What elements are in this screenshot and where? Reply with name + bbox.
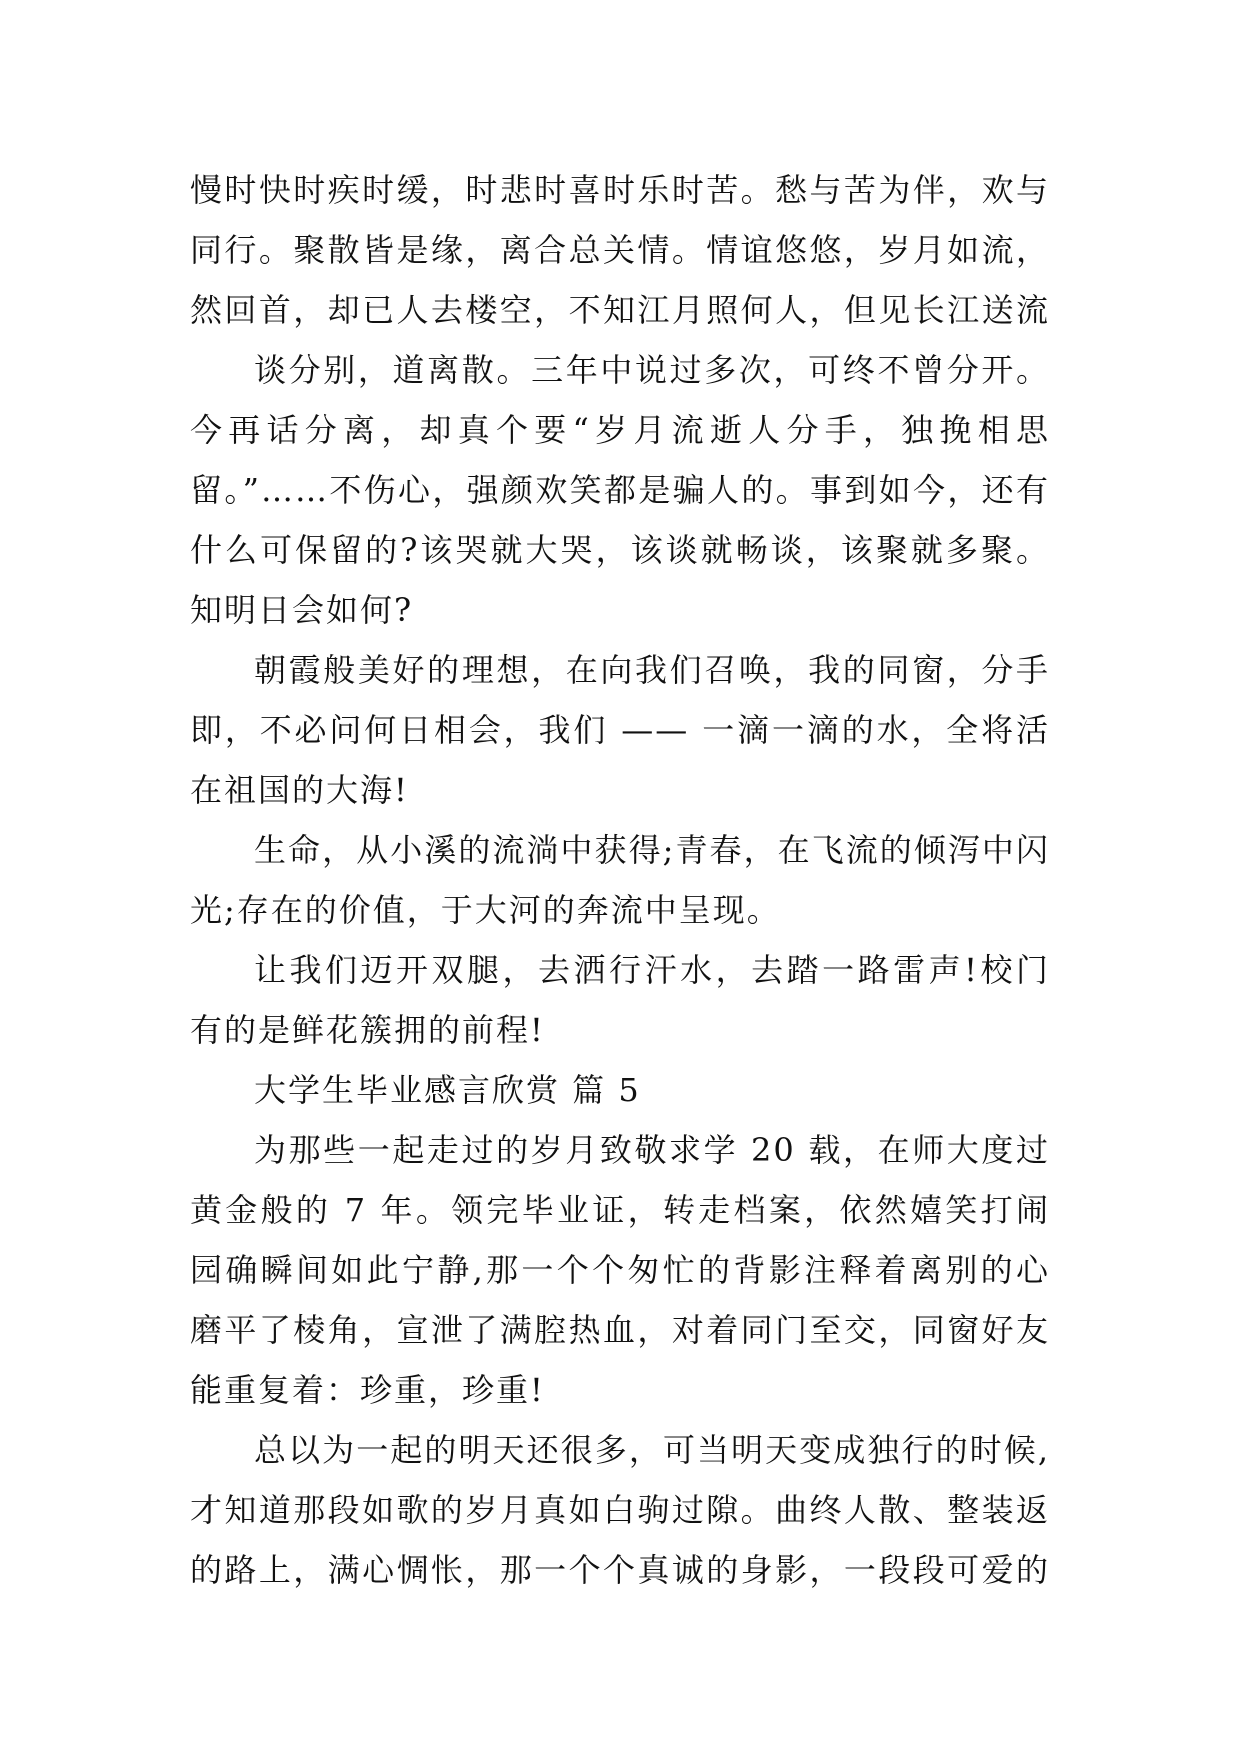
- text-line: 留。”……不伤心，强颜欢笑都是骗人的。事到如今，还有: [190, 471, 1050, 509]
- text-line: 光;存在的价值，于大河的奔流中呈现。: [190, 891, 781, 929]
- text-line: 即，不必问何日相会，我们 —— 一滴一滴的水，全将活: [190, 711, 1050, 749]
- text-line: 同行。聚散皆是缘，离合总关情。情谊悠悠，岁月如流，: [190, 231, 1050, 269]
- text-line: 黄金般的 7 年。领完毕业证，转走档案，依然嬉笑打闹: [190, 1191, 1050, 1229]
- text-line: 朝霞般美好的理想，在向我们召唤，我的同窗，分手: [254, 651, 1050, 689]
- text-line: 的路上，满心惆怅，那一个个真诚的身影，一段段可爱的: [190, 1551, 1050, 1589]
- section-heading: 大学生毕业感言欣赏 篇 5: [254, 1071, 641, 1109]
- text-line: 在祖国的大海!: [190, 771, 409, 809]
- text-line: 园确瞬间如此宁静,那一个个匆忙的背影注释着离别的心: [190, 1251, 1050, 1289]
- text-line: 生命，从小溪的流淌中获得;青春，在飞流的倾泻中闪: [254, 831, 1050, 869]
- text-line: 有的是鲜花簇拥的前程!: [190, 1011, 545, 1049]
- text-line: 谈分别，道离散。三年中说过多次，可终不曾分开。: [254, 351, 1050, 389]
- text-line: 能重复着：珍重，珍重!: [190, 1371, 545, 1409]
- text-line: 什么可保留的?该哭就大哭，该谈就畅谈，该聚就多聚。: [190, 531, 1050, 569]
- text-line: 为那些一起走过的岁月致敬求学 20 载，在师大度过: [254, 1131, 1050, 1169]
- text-line: 知明日会如何?: [190, 591, 414, 629]
- text-line: 然回首，却已人去楼空，不知江月照何人，但见长江送流: [190, 291, 1050, 329]
- text-line: 磨平了棱角，宣泄了满腔热血，对着同门至交，同窗好友: [190, 1311, 1050, 1349]
- text-line: 慢时快时疾时缓，时悲时喜时乐时苦。愁与苦为伴，欢与: [190, 171, 1050, 209]
- text-line: 总以为一起的明天还很多，可当明天变成独行的时候,: [254, 1431, 1050, 1469]
- text-line: 让我们迈开双腿，去洒行汗水，去踏一路雷声!校门: [254, 951, 1050, 989]
- text-line: 今再话分离，却真个要“岁月流逝人分手，独挽相思: [190, 411, 1050, 449]
- body-text: [190, 160, 1050, 1600]
- text-line: 才知道那段如歌的岁月真如白驹过隙。曲终人散、整装返: [190, 1491, 1050, 1529]
